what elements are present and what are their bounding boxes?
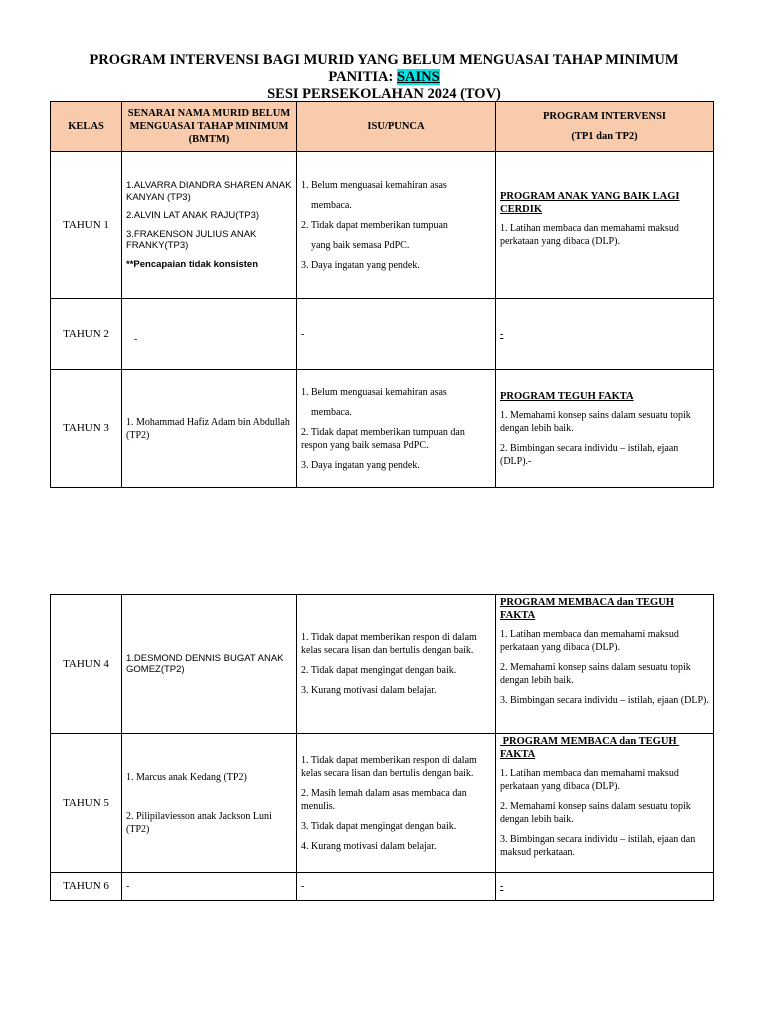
achievement-note: **Pencapaian tidak konsisten	[126, 258, 258, 270]
isu-item: 2. Tidak dapat memberikan tumpuan dan respon yang baik semasa PdPC.	[301, 426, 465, 451]
isu-item: 3. Daya ingatan yang pendek.	[301, 259, 420, 271]
page-title: PROGRAM INTERVENSI BAGI MURID YANG BELUM MENGUASAI TAHAP MINIMUM	[89, 52, 679, 68]
isu-cell	[297, 370, 496, 488]
names-cell: 1.DESMOND DENNIS BUGAT ANAK GOMEZ(TP2)	[122, 595, 297, 734]
isu-item: yang baik semasa PdPC.	[311, 239, 410, 251]
names-cell	[122, 734, 297, 873]
student-name: 1. Marcus anak Kedang (TP2)	[126, 771, 247, 783]
kelas-cell: TAHUN 5	[51, 734, 122, 873]
table-header-row	[51, 102, 714, 152]
student-name: 2.ALVIN LAT ANAK RAJU(TP3)	[126, 210, 260, 221]
program-cell: -	[496, 299, 714, 370]
names-cell: -	[122, 873, 297, 901]
isu-item: 2. Tidak dapat memberikan tumpuan	[301, 219, 448, 231]
names-cell	[122, 152, 297, 299]
program-title: PROGRAM TEGUH FAKTA	[500, 390, 634, 402]
isu-item: 1. Tidak dapat memberikan respon di dalam kelas secara lisan dan bertulis dengan baik.	[301, 754, 477, 779]
program-cell	[496, 370, 714, 488]
program-item: 1. Memahami konsep sains dalam sesuatu topik dengan lebih baik.	[500, 409, 691, 434]
program-item: 2. Bimbingan secara individu – istilah, ejaan (DLP).-	[500, 442, 679, 467]
isu-item: 4. Kurang motivasi dalam belajar.	[301, 840, 437, 852]
table-row-tahun5	[51, 734, 714, 873]
header-senarai: SENARAI NAMA MURID BELUM MENGUASAI TAHAP MINIMUM (BMTM)	[122, 102, 297, 152]
program-title: PROGRAM MEMBACA dan TEGUH FAKTA	[500, 597, 674, 621]
isu-cell	[297, 734, 496, 873]
table-row-tahun4	[51, 595, 714, 734]
isu-item: membaca.	[311, 199, 352, 211]
isu-item: 3. Daya ingatan yang pendek.	[301, 459, 420, 471]
program-item: 1. Latihan membaca dan memahami maksud perkataan yang dibaca (DLP).	[500, 223, 679, 247]
program-item: 3. Bimbingan secara individu – istilah, ejaan (DLP).	[500, 695, 709, 706]
table-row-tahun2	[51, 299, 714, 370]
program-item: 3. Bimbingan secara individu – istilah, ejaan dan maksud perkataan.	[500, 834, 696, 858]
kelas-cell: TAHUN 1	[51, 152, 122, 299]
isu-item: membaca.	[311, 406, 352, 418]
program-cell	[496, 595, 714, 734]
header-program-line1: PROGRAM INTERVENSI	[542, 111, 667, 122]
program-cell: -	[496, 873, 714, 901]
program-item: 2. Memahami konsep sains dalam sesuatu topik dengan lebih baik.	[500, 801, 691, 825]
names-cell: -	[122, 299, 297, 370]
panitia-subject: SAINS	[396, 69, 440, 85]
header-program	[496, 102, 714, 152]
header-program-line2: (TP1 dan TP2)	[571, 131, 638, 142]
header-kelas: KELAS	[51, 102, 122, 152]
program-item: 1. Latihan membaca dan memahami maksud perkataan yang dibaca (DLP).	[500, 629, 679, 653]
isu-item: 2. Tidak dapat mengingat dengan baik.	[301, 665, 457, 676]
kelas-cell: TAHUN 4	[51, 595, 122, 734]
program-title: PROGRAM MEMBACA dan TEGUH FAKTA	[500, 736, 680, 760]
program-title: PROGRAM ANAK YANG BAIK LAGI CERDIK	[500, 191, 680, 215]
isu-item: 1. Tidak dapat memberikan respon di dalam kelas secara lisan dan bertulis dengan baik.	[301, 632, 477, 656]
isu-item: 3. Kurang motivasi dalam belajar.	[301, 685, 437, 696]
program-item: 1. Latihan membaca dan memahami maksud perkataan yang dibaca (DLP).	[500, 768, 679, 792]
table-row-tahun6	[51, 873, 714, 901]
program-cell	[496, 734, 714, 873]
student-name: 2. Pilipilaviesson anak Jackson Luni (TP2)	[126, 810, 272, 835]
panitia-line	[0, 69, 768, 85]
intervention-table-2	[50, 594, 714, 901]
isu-cell	[297, 152, 496, 299]
intervention-table-1	[50, 101, 714, 488]
table-row-tahun3	[51, 370, 714, 488]
panitia-label: PANITIA:	[328, 69, 397, 85]
table-row-tahun1	[51, 152, 714, 299]
student-name: 1.ALVARRA DIANDRA SHAREN ANAK KANYAN (TP3)	[126, 180, 292, 203]
isu-cell: -	[297, 299, 496, 370]
kelas-cell: TAHUN 2	[51, 299, 122, 370]
program-cell	[496, 152, 714, 299]
isu-item: 1. Belum menguasai kemahiran asas	[301, 386, 447, 398]
program-item: 2. Memahami konsep sains dalam sesuatu topik dengan lebih baik.	[500, 662, 691, 686]
isu-item: 2. Masih lemah dalam asas membaca dan menulis.	[301, 787, 467, 812]
kelas-cell: TAHUN 6	[51, 873, 122, 901]
session-line: SESI PERSEKOLAHAN 2024 (TOV)	[267, 86, 501, 102]
isu-cell: -	[297, 873, 496, 901]
names-cell: 1. Mohammad Hafiz Adam bin Abdullah (TP2)	[122, 370, 297, 488]
isu-item: 1. Belum menguasai kemahiran asas	[301, 179, 447, 191]
student-name: 3.FRAKENSON JULIUS ANAK FRANKY(TP3)	[126, 228, 257, 251]
header-isu: ISU/PUNCA	[297, 102, 496, 152]
isu-item: 3. Tidak dapat mengingat dengan baik.	[301, 820, 457, 832]
kelas-cell: TAHUN 3	[51, 370, 122, 488]
isu-cell	[297, 595, 496, 734]
